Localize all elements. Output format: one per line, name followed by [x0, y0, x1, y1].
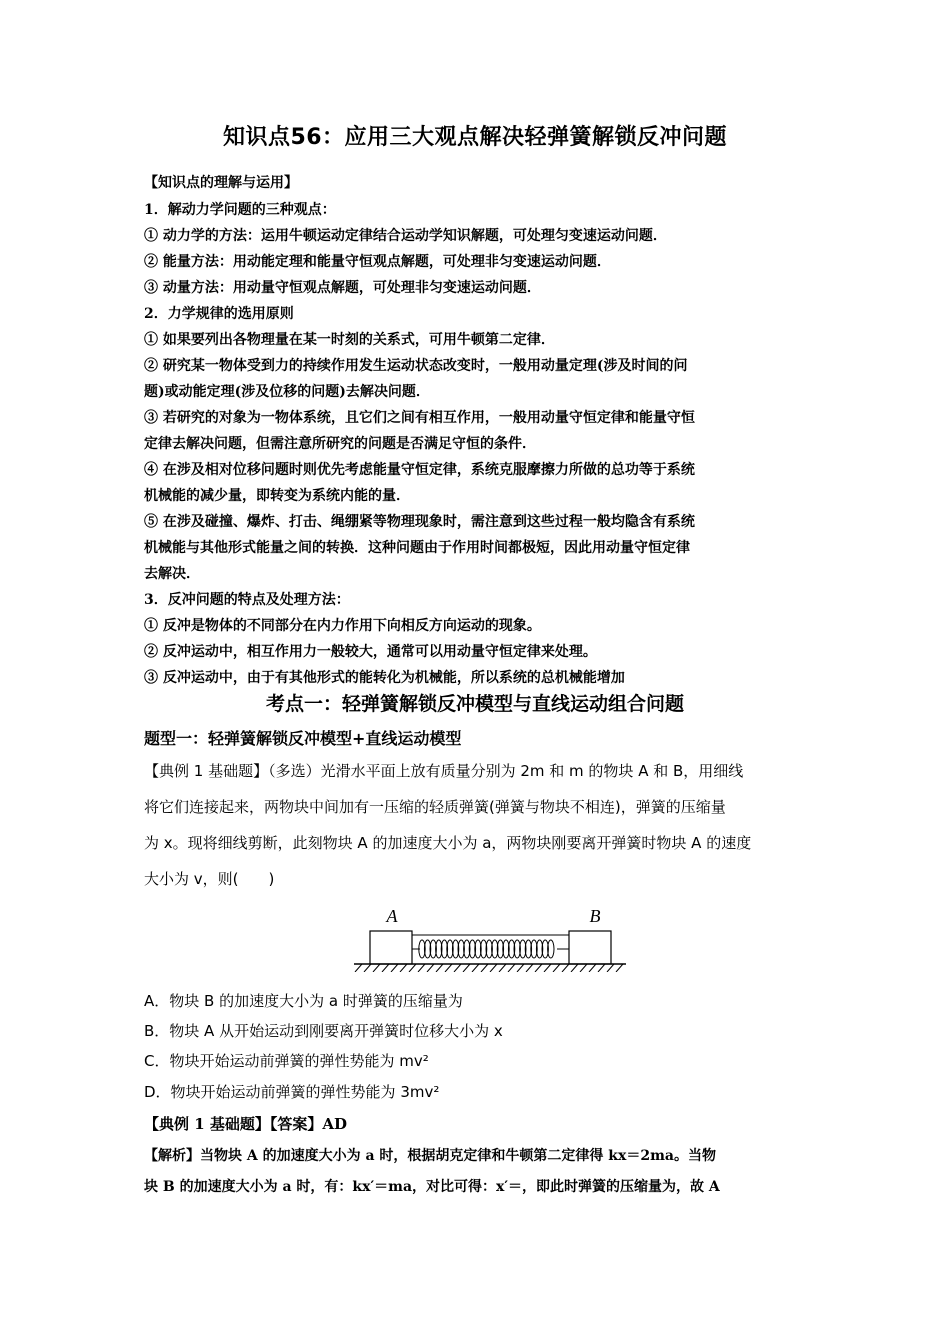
part1-item: ③ 动量方法：用动量守恒观点解题，可处理非匀变速运动问题．	[144, 280, 541, 296]
answer-line: 【典例 1 基础题】【答案】AD	[144, 1115, 348, 1133]
part1-heading: 1．解动力学问题的三种观点：	[144, 202, 336, 218]
part3-item: ② 反冲运动中，相互作用力一般较大，通常可以用动量守恒定律来处理。	[144, 644, 597, 660]
option-b: B．物块 A 从开始运动到刚要离开弹簧时位移大小为 x	[144, 1022, 503, 1040]
part3-item: ① 反冲是物体的不同部分在内力作用下向相反方向运动的现象。	[144, 618, 541, 634]
example-line: 大小为 v，则( )	[144, 870, 275, 888]
example-line: 【典例 1 基础题】（多选）光滑水平面上放有质量分别为 2m 和 m 的物块 A 和 B，用细线	[144, 762, 744, 780]
ground-hatching	[355, 964, 623, 972]
analysis-line: 【解析】当物块 A 的加速度大小为 a 时，根据胡克定律和牛顿第二定律得 kx＝2ma。当物	[144, 1148, 716, 1164]
part2-line: ④ 在涉及相对位移问题时则优先考虑能量守恒定律，系统克服摩擦力所做的总功等于系统	[144, 462, 695, 478]
part1-item: ② 能量方法：用动能定理和能量守恒观点解题，可处理非匀变速运动问题．	[144, 254, 611, 270]
part2-line: 去解决．	[144, 566, 200, 582]
block-a-label: A	[386, 906, 398, 926]
kaodian-heading: 考点一：轻弹簧解锁反冲模型与直线运动组合问题	[265, 693, 684, 715]
block-a	[370, 931, 412, 964]
section-heading: 【知识点的理解与运用】	[144, 175, 298, 191]
part2-line: 机械能与其他形式能量之间的转换．这种问题由于作用时间都极短，因此用动量守恒定律	[144, 540, 690, 556]
part1-item: ① 动力学的方法：运用牛顿运动定律结合运动学知识解题，可处理匀变速运动问题．	[144, 228, 667, 244]
option-a: A．物块 B 的加速度大小为 a 时弹簧的压缩量为	[144, 992, 463, 1010]
tixing-heading: 题型一：轻弹簧解锁反冲模型+直线运动模型	[144, 729, 462, 748]
part2-line: ⑤ 在涉及碰撞、爆炸、打击、绳绷紧等物理现象时，需注意到这些过程一般均隐含有系统	[144, 514, 695, 530]
part2-line: 定律去解决问题，但需注意所研究的问题是否满足守恒的条件．	[144, 436, 536, 452]
spring-blocks-diagram	[352, 900, 628, 972]
example-line: 将它们连接起来，两物块中间加有一压缩的轻质弹簧(弹簧与物块不相连)，弹簧的压缩量	[144, 798, 726, 816]
option-c: C．物块开始运动前弹簧的弹性势能为 mv²	[144, 1052, 429, 1070]
part2-heading: 2．力学规律的选用原则	[144, 306, 294, 322]
block-b-label: B	[589, 906, 601, 926]
part2-line: ③ 若研究的对象为一物体系统，且它们之间有相互作用，一般用动量守恒定律和能量守恒	[144, 410, 695, 426]
compressed-spring	[412, 940, 569, 958]
analysis-line: 块 B 的加速度大小为 a 时，有：kx′＝ma，对比可得：x′＝，即此时弹簧的压缩量为，故 A	[144, 1179, 720, 1195]
part3-item: ③ 反冲运动中，由于有其他形式的能转化为机械能，所以系统的总机械能增加	[144, 670, 625, 686]
part2-line: ② 研究某一物体受到力的持续作用发生运动状态改变时，一般用动量定理(涉及时间的问	[144, 358, 688, 374]
part2-line: 机械能的减少量，即转变为系统内能的量．	[144, 488, 410, 504]
part2-line: 题)或动能定理(涉及位移的问题)去解决问题．	[144, 384, 430, 400]
page-title: 知识点56：应用三大观点解决轻弹簧解锁反冲问题	[222, 125, 728, 150]
block-b	[569, 931, 611, 964]
part2-line: ① 如果要列出各物理量在某一时刻的关系式，可用牛顿第二定律．	[144, 332, 555, 348]
option-d: D．物块开始运动前弹簧的弹性势能为 3mv²	[144, 1083, 440, 1101]
example-line: 为 x。现将细线剪断，此刻物块 A 的加速度大小为 a，两物块刚要离开弹簧时物块 A 的速度	[144, 834, 752, 852]
part3-heading: 3．反冲问题的特点及处理方法：	[144, 592, 350, 608]
